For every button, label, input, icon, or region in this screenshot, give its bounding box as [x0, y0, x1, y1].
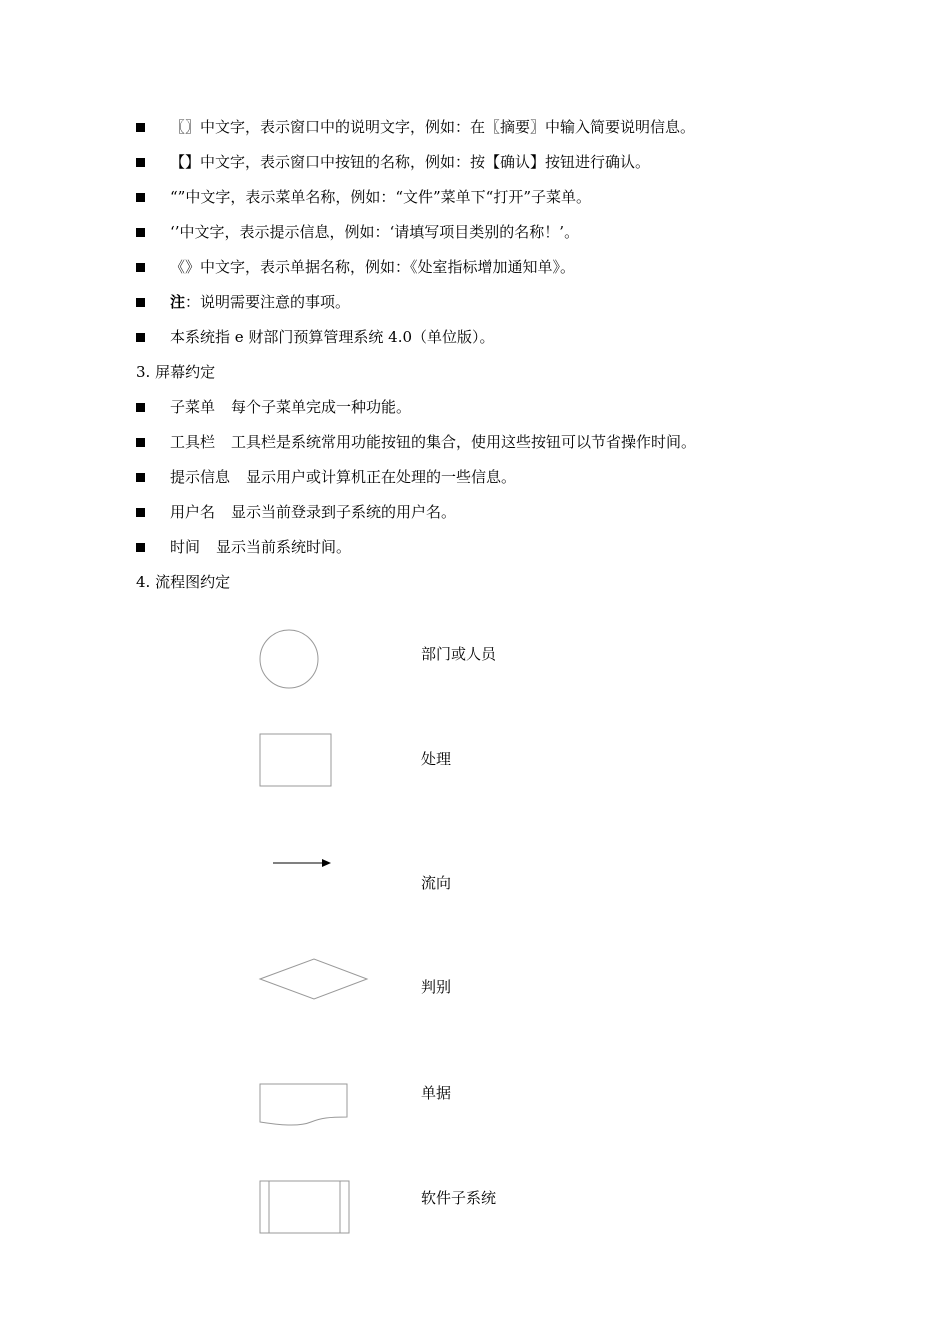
flow-conventions-heading: 4. 流程图约定 — [136, 573, 231, 591]
legend-label-process: 处理 — [421, 750, 452, 768]
screen-item-term: 时间 — [170, 538, 201, 556]
document-shape-icon — [259, 1083, 351, 1129]
screen-item — [170, 397, 411, 417]
circle-shape-icon — [258, 628, 320, 690]
screen-item-term: 工具栏 — [170, 433, 216, 451]
screen-item-desc: 每个子菜单完成一种功能。 — [231, 398, 412, 416]
note-text: ：说明需要注意的事项。 — [185, 293, 351, 311]
screen-item-desc: 工具栏是系统常用功能按钮的集合，使用这些按钮可以节省操作时间。 — [231, 433, 697, 451]
legend-label-department: 部门或人员 — [421, 645, 497, 663]
legend-label-decision: 判别 — [421, 978, 452, 996]
bullet-square-icon — [136, 298, 145, 307]
bullet-square-icon — [136, 123, 145, 132]
bullet-square-icon — [136, 473, 145, 482]
bullet-square-icon — [136, 333, 145, 342]
convention-item: ‘’中文字，表示提示信息，例如：‘请填写项目类别的名称！’。 — [170, 223, 580, 241]
screen-item-desc: 显示当前登录到子系统的用户名。 — [231, 503, 457, 521]
rectangle-shape-icon — [259, 733, 333, 788]
screen-item-term: 子菜单 — [170, 398, 216, 416]
screen-conventions-heading: 3. 屏幕约定 — [136, 363, 216, 381]
screen-item-term: 用户名 — [170, 503, 216, 521]
bullet-square-icon — [136, 543, 145, 552]
convention-item: 《》中文字，表示单据名称，例如：《处室指标增加通知单》。 — [170, 258, 576, 276]
subsystem-shape-icon — [259, 1180, 352, 1236]
diamond-shape-icon — [258, 957, 370, 1001]
bullet-square-icon — [136, 438, 145, 447]
convention-item: 【】中文字，表示窗口中按钮的名称，例如：按【确认】按钮进行确认。 — [170, 153, 651, 171]
screen-item — [170, 467, 516, 487]
screen-item-desc: 显示当前系统时间。 — [216, 538, 352, 556]
screen-item — [170, 502, 456, 522]
convention-item-note — [170, 292, 350, 312]
bullet-square-icon — [136, 193, 145, 202]
arrow-shape-icon — [272, 856, 334, 870]
legend-label-document: 单据 — [421, 1084, 452, 1102]
convention-item: 〖〗中文字，表示窗口中的说明文字，例如：在〖摘要〗中输入简要说明信息。 — [170, 118, 696, 136]
legend-label-flow: 流向 — [421, 874, 452, 892]
note-label: 注 — [170, 293, 186, 311]
bullet-square-icon — [136, 228, 145, 237]
screen-item — [170, 432, 696, 452]
convention-item: “”中文字，表示菜单名称，例如：“文件”菜单下“打开”子菜单。 — [170, 188, 592, 206]
screen-item — [170, 537, 351, 557]
screen-item-term: 提示信息 — [170, 468, 231, 486]
bullet-square-icon — [136, 263, 145, 272]
bullet-square-icon — [136, 508, 145, 517]
bullet-square-icon — [136, 403, 145, 412]
bullet-square-icon — [136, 158, 145, 167]
screen-item-desc: 显示用户或计算机正在处理的一些信息。 — [246, 468, 517, 486]
convention-item: 本系统指 e 财部门预算管理系统 4.0（单位版）。 — [170, 328, 495, 346]
legend-label-subsystem: 软件子系统 — [421, 1189, 497, 1207]
